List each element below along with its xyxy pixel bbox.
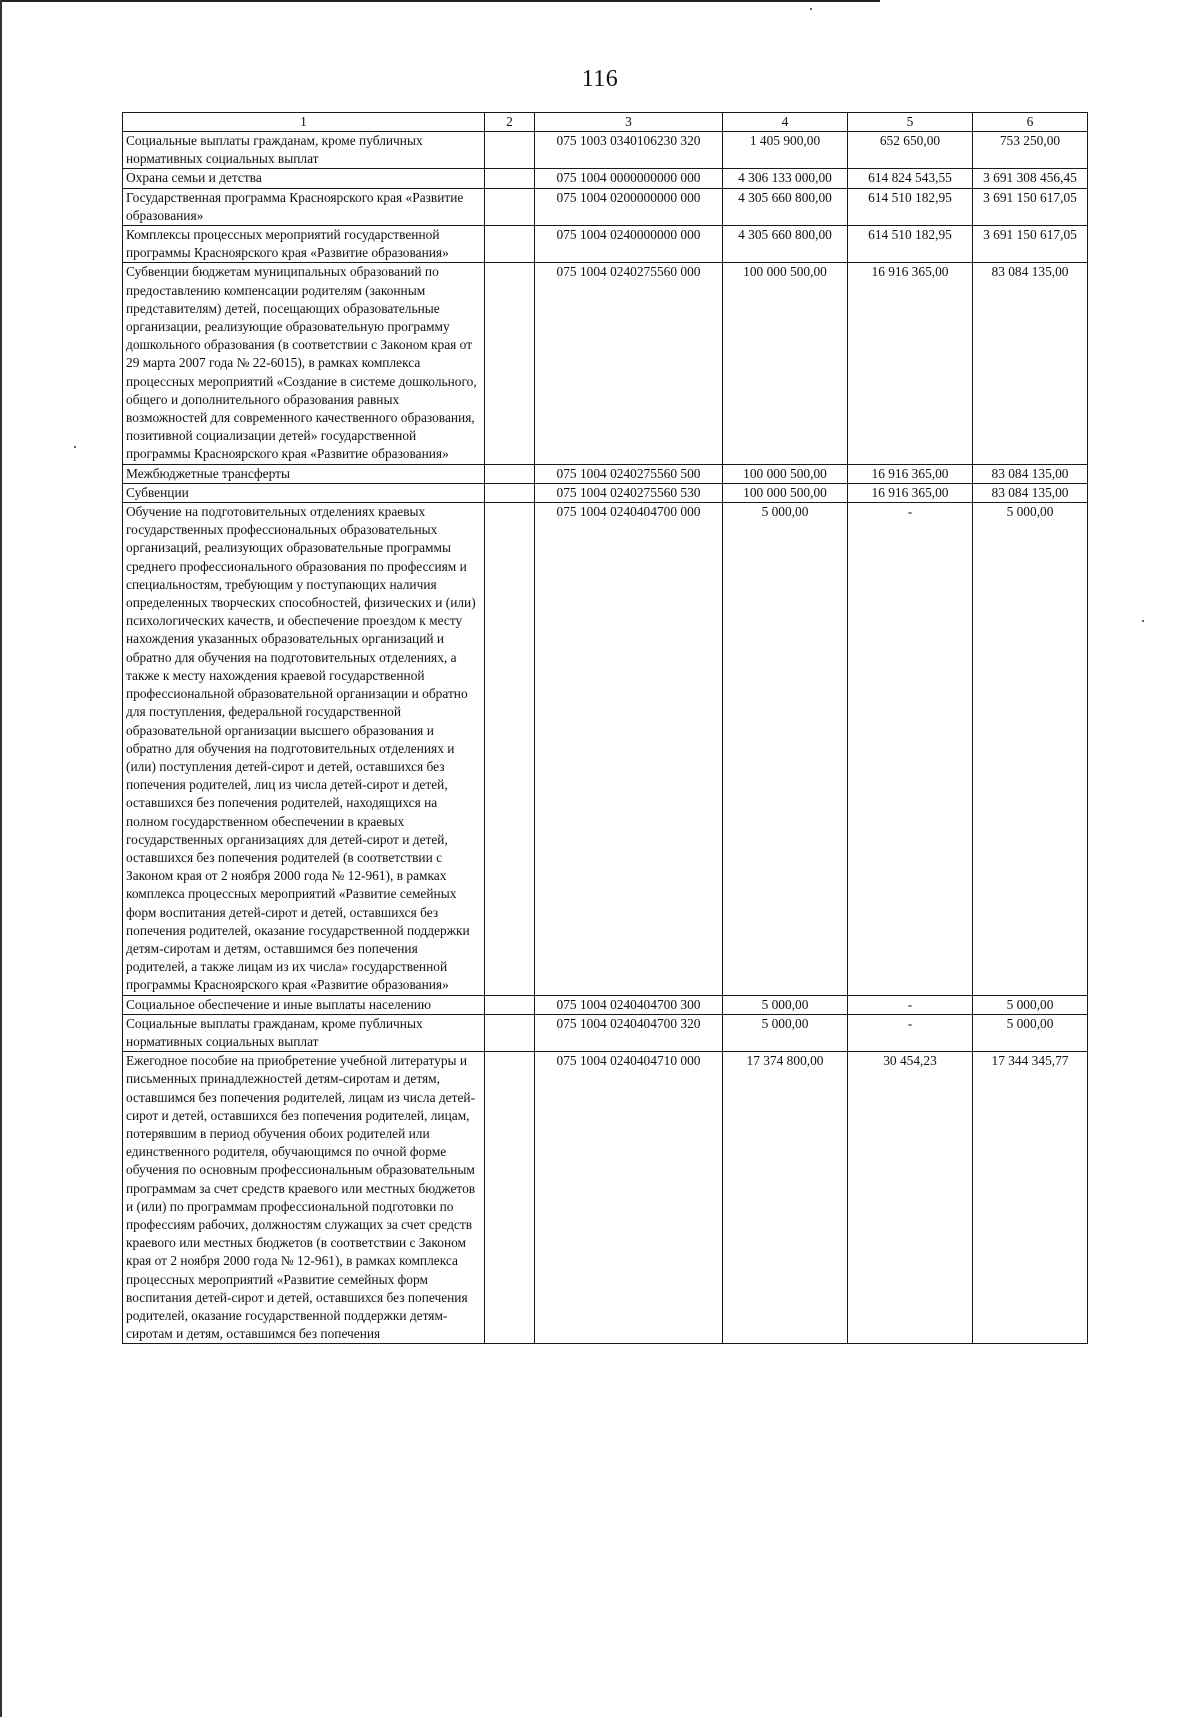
row-col2	[485, 1014, 535, 1051]
row-col2	[485, 503, 535, 995]
table-row	[123, 995, 1088, 1014]
scan-border-left	[0, 0, 2, 1717]
row-code: 075 1004 0240404710 000	[535, 1052, 723, 1344]
row-col6: 3 691 150 617,05	[973, 226, 1088, 263]
row-code: 075 1004 0240404700 300	[535, 995, 723, 1014]
row-col4: 100 000 500,00	[723, 263, 848, 464]
row-col6: 5 000,00	[973, 503, 1088, 995]
row-col5: 16 916 365,00	[848, 464, 973, 483]
row-col5: 614 510 182,95	[848, 226, 973, 263]
row-code: 075 1004 0000000000 000	[535, 169, 723, 188]
row-code: 075 1004 0240275560 500	[535, 464, 723, 483]
row-col6: 83 084 135,00	[973, 464, 1088, 483]
row-name: Комплексы процессных мероприятий государственной программы Красноярского края «Развитие образования»	[123, 226, 485, 263]
column-header: 3	[535, 113, 723, 132]
row-col5: 652 650,00	[848, 132, 973, 169]
row-col6: 17 344 345,77	[973, 1052, 1088, 1344]
scan-speck	[810, 8, 812, 10]
row-col2	[485, 1052, 535, 1344]
row-col5: 16 916 365,00	[848, 483, 973, 502]
row-col4: 5 000,00	[723, 1014, 848, 1051]
row-col2	[485, 464, 535, 483]
row-code: 075 1004 0240404700 320	[535, 1014, 723, 1051]
row-code: 075 1004 0200000000 000	[535, 188, 723, 225]
row-col5: -	[848, 503, 973, 995]
row-code: 075 1004 0240275560 530	[535, 483, 723, 502]
row-col5: -	[848, 1014, 973, 1051]
row-name: Субвенции бюджетам муниципальных образований по предоставлению компенсации родителям (законным представителям) детей, посещающих образовательные организации, реализующие образовательную программу дошкольного образования (в соответствии с Законом края от 29 марта 2007 года № 22-6015), в рамках комплекса процессных мероприятий «Создание в системе дошкольного, общего и дополнительного образования равных возможностей для современного качественного образования, позитивной социализации детей» государственной программы Красноярского края «Развитие образования»	[123, 263, 485, 464]
row-col4: 100 000 500,00	[723, 464, 848, 483]
row-col2	[485, 263, 535, 464]
page-number: 116	[581, 66, 619, 92]
column-number-row	[123, 113, 1088, 132]
table-row	[123, 503, 1088, 995]
table-row	[123, 483, 1088, 502]
column-header: 4	[723, 113, 848, 132]
row-col5: 16 916 365,00	[848, 263, 973, 464]
row-name: Субвенции	[123, 483, 485, 502]
column-header: 5	[848, 113, 973, 132]
row-name: Государственная программа Красноярского края «Развитие образования»	[123, 188, 485, 225]
row-col6: 753 250,00	[973, 132, 1088, 169]
column-header: 6	[973, 113, 1088, 132]
row-code: 075 1004 0240000000 000	[535, 226, 723, 263]
row-col6: 3 691 308 456,45	[973, 169, 1088, 188]
row-col4: 5 000,00	[723, 995, 848, 1014]
table-row	[123, 464, 1088, 483]
row-col4: 5 000,00	[723, 503, 848, 995]
row-col2	[485, 995, 535, 1014]
row-col5: 614 510 182,95	[848, 188, 973, 225]
scan-speck	[74, 446, 76, 448]
scan-speck	[1142, 620, 1144, 622]
row-name: Социальные выплаты гражданам, кроме публичных нормативных социальных выплат	[123, 132, 485, 169]
row-col6: 83 084 135,00	[973, 483, 1088, 502]
row-col2	[485, 169, 535, 188]
row-col6: 5 000,00	[973, 1014, 1088, 1051]
column-header: 2	[485, 113, 535, 132]
row-col2	[485, 188, 535, 225]
table-row	[123, 263, 1088, 464]
table-row	[123, 169, 1088, 188]
row-col4: 4 306 133 000,00	[723, 169, 848, 188]
row-col2	[485, 132, 535, 169]
budget-table	[122, 112, 1088, 1344]
row-code: 075 1004 0240404700 000	[535, 503, 723, 995]
row-name: Обучение на подготовительных отделениях краевых государственных профессиональных образовательных организаций, реализующих образовательные программы среднего профессионального образования по профессиям и специальностям, требующим у поступающих наличия определенных творческих способностей, физических и (или) психологических качеств, и обеспечение проездом к месту нахождения указанных образовательных организаций и обратно для обучения на подготовительных отделениях, а также к месту нахождения краевой государственной профессиональной образовательной организации и обратно для поступления, федеральной государственной образовательной организации высшего образования и обратно для обучения на подготовительных отделениях и (или) поступления детей-сирот и детей, оставшихся без попечения родителей, лиц из числа детей-сирот и детей, оставшихся без попечения родителей, находящихся на полном государственном обеспечении в краевых государственных организациях для детей-сирот и детей, оставшихся без попечения родителей (в соответствии с Законом края от 2 ноября 2000 года № 12-961), в рамках комплекса процессных мероприятий «Развитие семейных форм воспитания детей-сирот и детей, оставшихся без попечения родителей, оказание государственной поддержки детям-сиротам и детям, оставшимся без попечения родителей, а также лицам из их числа» государственной программы Красноярского края «Развитие образования»	[123, 503, 485, 995]
row-col6: 5 000,00	[973, 995, 1088, 1014]
row-name: Ежегодное пособие на приобретение учебной литературы и письменных принадлежностей детям-сиротам и детям, оставшимся без попечения родителей, лицам из числа детей-сирот и детей, оставшихся без попечения родителей, лицам, потерявшим в период обучения обоих родителей или единственного родителя, обучающимся по очной форме обучения по основным профессиональным образовательным программам за счет средств краевого или местных бюджетов и (или) по программам профессиональной подготовки по профессиям рабочих, должностям служащих за счет средств краевого или местных бюджетов (в соответствии с Законом края от 2 ноября 2000 года № 12-961), в рамках комплекса процессных мероприятий «Развитие семейных форм воспитания детей-сирот и детей, оставшихся без попечения родителей, оказание государственной поддержки детям-сиротам и детям, оставшимся без попечения	[123, 1052, 485, 1344]
row-col4: 17 374 800,00	[723, 1052, 848, 1344]
table-row	[123, 132, 1088, 169]
row-col2	[485, 226, 535, 263]
column-header: 1	[123, 113, 485, 132]
row-col4: 4 305 660 800,00	[723, 226, 848, 263]
row-name: Социальное обеспечение и иные выплаты населению	[123, 995, 485, 1014]
row-col4: 1 405 900,00	[723, 132, 848, 169]
table-row	[123, 1052, 1088, 1344]
row-col6: 3 691 150 617,05	[973, 188, 1088, 225]
row-col4: 4 305 660 800,00	[723, 188, 848, 225]
row-code: 075 1004 0240275560 000	[535, 263, 723, 464]
table-header	[123, 113, 1088, 132]
table-row	[123, 1014, 1088, 1051]
table-row	[123, 188, 1088, 225]
row-code: 075 1003 0340106230 320	[535, 132, 723, 169]
row-col5: -	[848, 995, 973, 1014]
table-body	[123, 132, 1088, 1344]
row-col5: 30 454,23	[848, 1052, 973, 1344]
scan-border-top	[0, 0, 880, 2]
table-row	[123, 226, 1088, 263]
row-col2	[485, 483, 535, 502]
row-col4: 100 000 500,00	[723, 483, 848, 502]
row-col6: 83 084 135,00	[973, 263, 1088, 464]
row-name: Социальные выплаты гражданам, кроме публичных нормативных социальных выплат	[123, 1014, 485, 1051]
row-name: Охрана семьи и детства	[123, 169, 485, 188]
row-name: Межбюджетные трансферты	[123, 464, 485, 483]
row-col5: 614 824 543,55	[848, 169, 973, 188]
